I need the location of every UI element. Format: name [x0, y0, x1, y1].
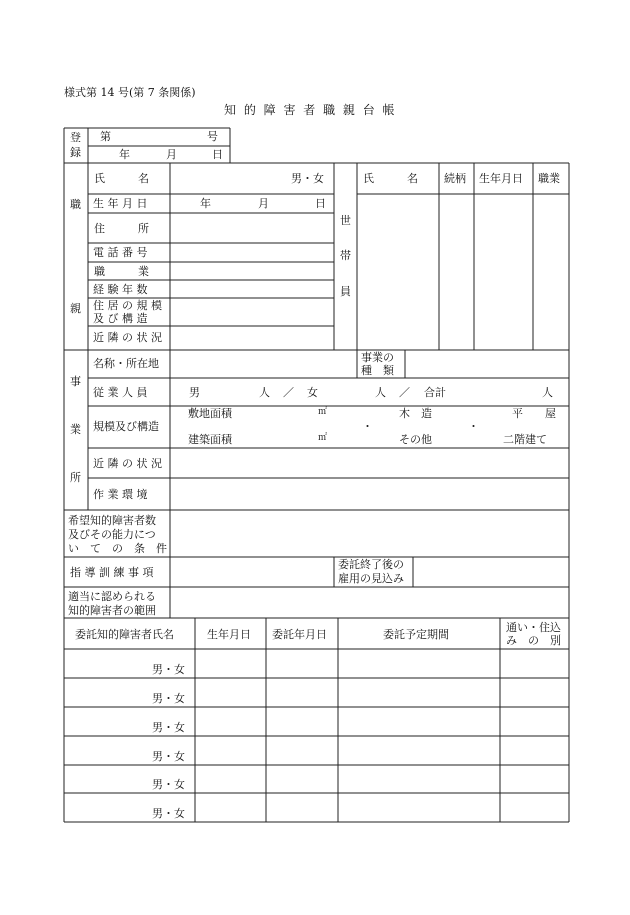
household-side-2: 帯 [340, 249, 351, 262]
shokuoya-experience-label: 経 験 年 数 [93, 283, 148, 296]
after-label-1: 委託終了後の [338, 558, 404, 571]
household-col-name: 氏 名 [363, 172, 418, 185]
employees-person-2: 人 [375, 386, 386, 399]
employees-total: 合計 [424, 386, 446, 399]
household-col-birth: 生年月日 [479, 172, 523, 185]
employees-male: 男 [189, 386, 200, 399]
entrusted-row-gender: 男・女 [152, 778, 185, 791]
business-scale-label: 規模及び構造 [93, 420, 159, 433]
shokuoya-birth-day: 日 [315, 197, 326, 210]
business-name-location: 名称・所在地 [93, 357, 159, 370]
after-label-2: 雇用の見込み [338, 572, 404, 585]
shokuoya-job-label: 職 業 [94, 265, 149, 278]
household-col-job: 職業 [538, 172, 560, 185]
shokuoya-side-2: 親 [70, 302, 81, 315]
business-side-1: 事 [70, 375, 81, 388]
business-neighbor-label: 近 隣 の 状 況 [93, 457, 162, 470]
entrusted-row-gender: 男・女 [152, 807, 185, 820]
business-environment-label: 作 業 環 境 [93, 488, 148, 501]
shokuoya-housing-label-1: 住 居 の 規 模 [93, 299, 162, 312]
entrusted-row-gender: 男・女 [152, 721, 185, 734]
business-side-2: 業 [70, 423, 81, 436]
registration-day: 日 [212, 148, 223, 161]
registration-year: 年 [119, 148, 130, 161]
range-label-1: 適当に認められる [68, 590, 156, 603]
registration-number-suffix: 号 [207, 130, 218, 143]
wish-label-1: 希望知的障害者数 [68, 514, 156, 527]
business-flat: 平 屋 [512, 407, 556, 420]
business-site-area: 敷地面積 [188, 407, 232, 420]
entrusted-col-name: 委託知的障害者氏名 [75, 628, 174, 641]
shokuoya-address-label: 住 所 [94, 222, 149, 235]
household-col-relation: 続柄 [444, 172, 466, 185]
page-title: 知 的 障 害 者 職 親 台 帳 [224, 103, 397, 117]
business-type-label-2: 種 類 [361, 364, 394, 377]
entrusted-col-birth: 生年月日 [207, 628, 251, 641]
training-label: 指 導 訓 練 事 項 [70, 566, 154, 579]
range-label-2: 知的障害者の範囲 [68, 604, 156, 617]
entrusted-col-period: 委託予定期間 [383, 628, 449, 641]
business-site-unit: ㎡ [318, 407, 328, 417]
shokuoya-birth-month: 月 [258, 197, 269, 210]
business-employees-label: 従 業 人 員 [93, 386, 148, 399]
employees-female: 女 [307, 386, 318, 399]
shokuoya-lines [88, 163, 569, 350]
shokuoya-birth-label: 生 年 月 日 [93, 197, 148, 210]
registration-label-1: 登 [70, 131, 81, 144]
business-wooden: 木 造 [399, 407, 432, 420]
registration-number-prefix: 第 [100, 130, 111, 143]
business-dot-1: ・ [362, 420, 373, 433]
entrusted-col-commute-2: み の 別 [506, 634, 561, 647]
household-side-1: 世 [340, 214, 351, 227]
wish-label-2: 及びその能力につ [68, 528, 156, 541]
entrusted-row-gender: 男・女 [152, 692, 185, 705]
business-two-story: 二階建て [503, 433, 547, 446]
shokuoya-side-1: 職 [70, 198, 81, 211]
employees-person-1: 人 [259, 386, 270, 399]
entrusted-col-commute-1: 通い・住込 [506, 621, 561, 634]
shokuoya-housing-label-2: 及 び 構 造 [93, 312, 148, 325]
wish-label-3: い て の 条 件 [68, 542, 167, 555]
employees-slash-2: ／ [399, 386, 410, 399]
shokuoya-phone-label: 電 話 番 号 [93, 246, 148, 259]
entrusted-col-entrust-date: 委託年月日 [272, 628, 327, 641]
entrusted-row-gender: 男・女 [152, 663, 185, 676]
business-type-label-1: 事業の [361, 351, 394, 364]
business-dot-2: ・ [468, 420, 479, 433]
business-side-3: 所 [70, 471, 81, 484]
business-other: その他 [399, 433, 432, 446]
business-building-unit: ㎡ [318, 433, 328, 443]
shokuoya-name-label: 氏 名 [94, 172, 149, 185]
registration-month: 月 [166, 148, 177, 161]
shokuoya-birth-year: 年 [200, 197, 211, 210]
form-number: 様式第 14 号(第 7 条関係) [64, 86, 196, 99]
shokuoya-neighbor-label: 近 隣 の 状 況 [93, 331, 162, 344]
entrusted-table-lines [64, 618, 569, 822]
employees-person-3: 人 [542, 386, 553, 399]
registration-box-lines [64, 128, 230, 163]
registration-label-2: 録 [70, 146, 81, 159]
business-building-area: 建築面積 [188, 433, 232, 446]
entrusted-row-gender: 男・女 [152, 750, 185, 763]
shokuoya-gender: 男・女 [291, 172, 324, 185]
employees-slash-1: ／ [283, 386, 294, 399]
household-side-3: 員 [340, 285, 351, 298]
